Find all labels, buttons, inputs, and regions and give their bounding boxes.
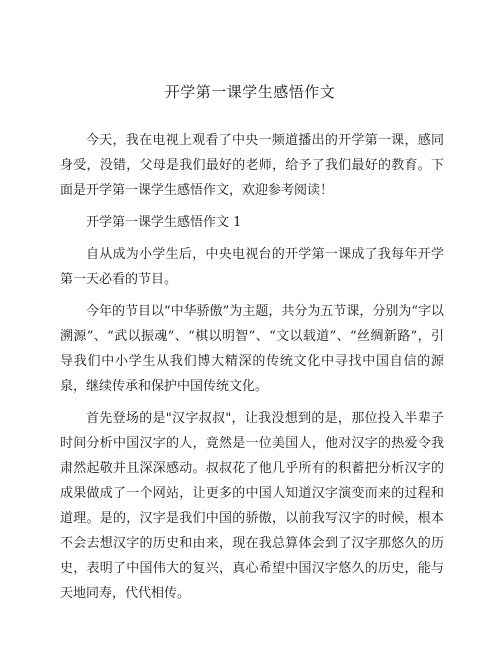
section-heading: 开学第一课学生感悟作文 1 (86, 215, 242, 230)
body-paragraph-3: 首先登场的是"汉字叔叔"，让我没想到的是，那位投入半辈子时间分析中国汉字的人，竟然是一位美国人，他对汉字的热爱令我肃然起敬并且深深感动。叔叔花了他几乎所有的积蓄把分析汉字的成果做成了一个网站，让更多的中国人知道汉字演变而来的过程和道理。是的，汉字是我们中国的骄傲，以前我写汉字的时候，根本不会去想汉字的历史和由来，现在我总算体会到了汉字那悠久的历史，表明了中国伟大的复兴，真心希望中国汉字悠久的历史，能与天地同寿，代代相传。 (60, 411, 444, 601)
intro-paragraph: 今天，我在电视上观看了中央一频道播出的开学第一课，感同身受，没错，父母是我们最好的老师，给予了我们最好的教育。下面是开学第一课学生感悟作文，欢迎参考阅读！ (60, 133, 444, 198)
body-paragraph-1: 自从成为小学生后，中央电视台的开学第一课成了我每年开学第一天必看的节目。 (60, 247, 444, 287)
body-paragraph-2: 今年的节目以“中华骄傲”为主题，共分为五节课，分别为“字以溯源”、“武以振魂”、“棋以明智”、“文以载道”、“丝绸新路”，引导我们中小学生从我们博大精深的传统文化中寻找中国自信的源泉，继续传承和保护中国传统文化。 (60, 304, 444, 394)
document-body (60, 128, 444, 613)
document-title: 开学第一课学生感悟作文 (164, 83, 336, 101)
